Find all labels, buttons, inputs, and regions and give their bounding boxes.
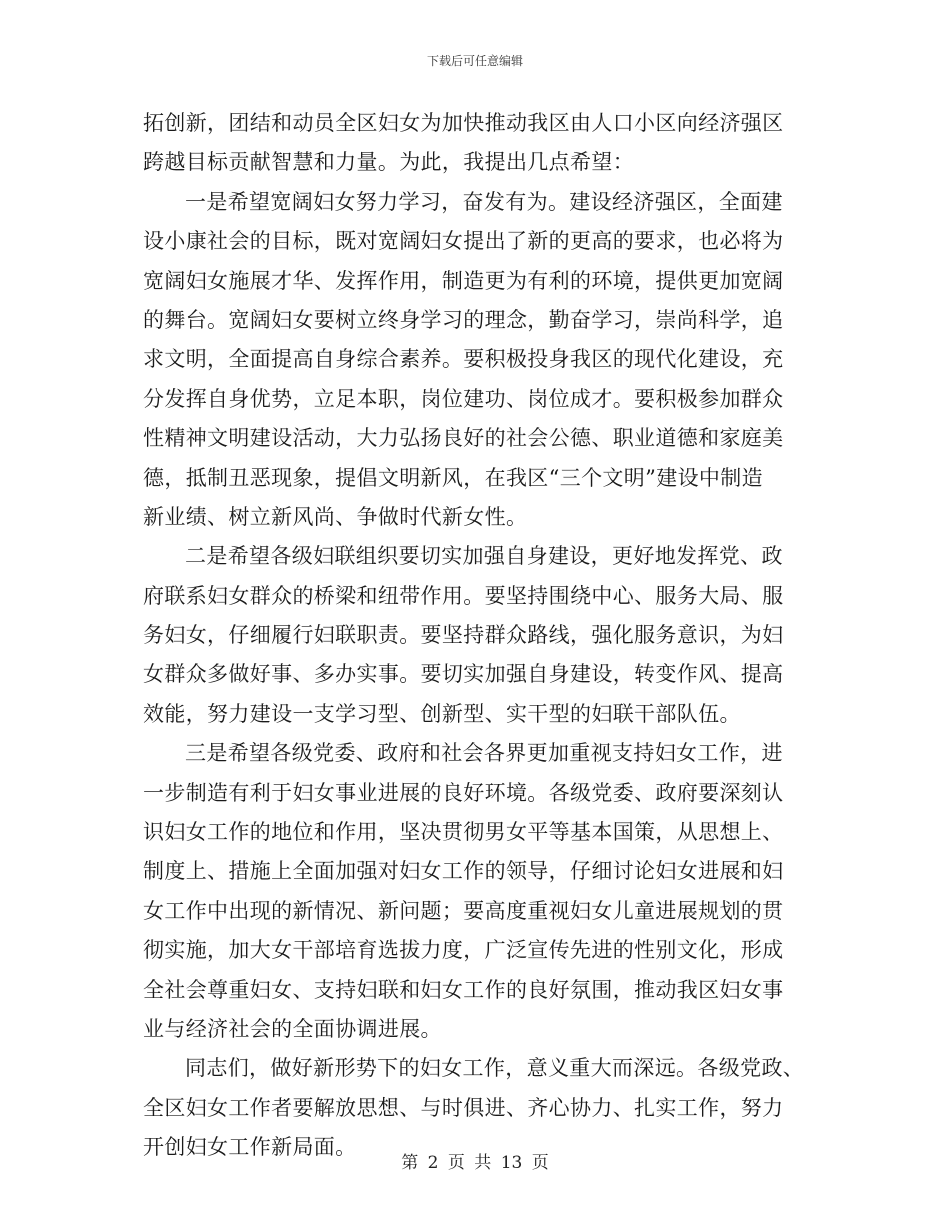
text-line: 一步制造有利于妇女事业进展的良好环境。各级党委、政府要深刻认 (143, 780, 784, 805)
document-body (143, 104, 807, 1168)
text-line: 务妇女，仔细履行妇联职责。要坚持群众路线，强化服务意识，为妇 (143, 623, 784, 648)
text-line: 识妇女工作的地位和作用，坚决贯彻男女平等基本国策，从思想上、 (143, 820, 784, 845)
paragraph-first-line: 一是希望宽阔妇女努力学习，奋发有为。建设经济强区，全面建 (185, 189, 783, 214)
text-line: 德，抵制丑恶现象，提倡文明新风，在我区“三个文明”建设中制造 (143, 465, 763, 490)
text-line: 制度上、措施上全面加强对妇女工作的领导，仔细讨论妇女进展和妇 (143, 859, 784, 884)
page-number-footer: 第 2 页 共 13 页 (401, 1153, 549, 1173)
text-line: 求文明，全面提高自身综合素养。要积极投身我区的现代化建设，充 (143, 347, 784, 372)
paragraph-first-line: 二是希望各级妇联组织要切实加强自身建设，更好地发挥党、政 (185, 544, 783, 569)
paragraph-first-line: 同志们，做好新形势下的妇女工作，意义重大而深远。各级党政、 (185, 1056, 805, 1081)
text-line: 设小康社会的目标，既对宽阔妇女提出了新的更高的要求，也必将为 (143, 229, 784, 254)
text-line: 性精神文明建设活动，大力弘扬良好的社会公德、职业道德和家庭美 (143, 426, 784, 451)
text-line: 效能，努力建设一支学习型、创新型、实干型的妇联干部队伍。 (143, 701, 741, 726)
text-line: 彻实施，加大女干部培育选拔力度，广泛宣传先进的性别文化，形成 (143, 938, 784, 963)
text-line: 跨越目标贡献智慧和力量。为此，我提出几点希望： (143, 150, 635, 175)
text-line: 府联系妇女群众的桥梁和纽带作用。要坚持围绕中心、服务大局、服 (143, 583, 784, 608)
text-line: 宽阔妇女施展才华、发挥作用，制造更为有利的环境，提供更加宽阔 (143, 268, 784, 293)
text-line: 女工作中出现的新情况、新问题；要高度重视妇女儿童进展规划的贯 (143, 898, 784, 923)
text-line: 分发挥自身优势，立足本职，岗位建功、岗位成才。要积极参加群众 (143, 386, 784, 411)
page-header: 下载后可任意编辑 (426, 54, 523, 68)
text-line: 新业绩、树立新风尚、争做时代新女性。 (143, 504, 528, 529)
paragraph-first-line: 三是希望各级党委、政府和社会各界更加重视支持妇女工作，进 (185, 741, 783, 766)
text-line: 业与经济社会的全面协调进展。 (143, 1016, 442, 1041)
text-line: 女群众多做好事、多办实事。要切实加强自身建设，转变作风、提高 (143, 662, 784, 687)
text-line: 全社会尊重妇女、支持妇联和妇女工作的良好氛围，推动我区妇女事 (143, 977, 784, 1002)
text-line: 的舞台。宽阔妇女要树立终身学习的理念，勤奋学习，崇尚科学，追 (143, 307, 784, 332)
text-line: 拓创新，团结和动员全区妇女为加快推动我区由人口小区向经济强区 (143, 111, 784, 135)
text-line: 全区妇女工作者要解放思想、与时俱进、齐心协力、扎实工作，努力 (143, 1095, 784, 1120)
text-line: 开创妇女工作新局面。 (143, 1135, 357, 1160)
